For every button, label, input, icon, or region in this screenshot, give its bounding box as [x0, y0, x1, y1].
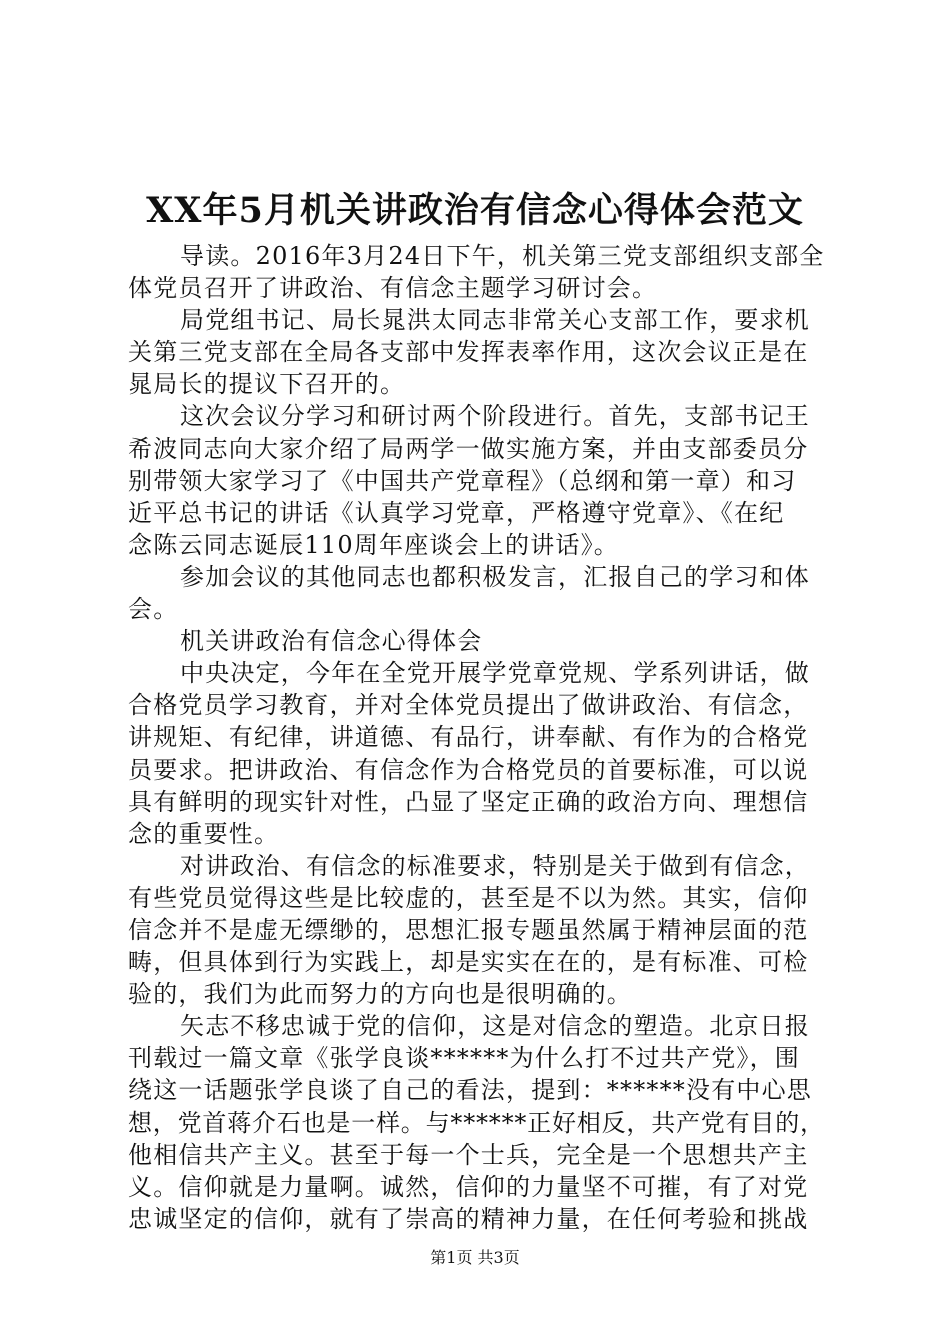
text-line: 讲规矩、有纪律，讲道德、有品行，讲奉献、有作为的合格党 — [128, 723, 809, 752]
text-line: 参加会议的其他同志也都积极发言，汇报自己的学习和体 — [180, 562, 810, 591]
text-line: 刊载过一篇文章《张学良谈******为什么打不过共产党》，围 — [128, 1044, 800, 1073]
document-body — [128, 240, 826, 1235]
text-line: 想，党首蒋介石也是一样。与******正好相反，共产党有目的， — [128, 1108, 825, 1137]
text-line: 关第三党支部在全局各支部中发挥表率作用，这次会议正是在 — [128, 338, 809, 367]
text-line: 合格党员学习教育，并对全体党员提出了做讲政治、有信念， — [128, 691, 809, 720]
text-line: 信念并不是虚无缥缈的，思想汇报专题虽然属于精神层面的范 — [128, 915, 809, 944]
text-line: 他相信共产主义。甚至于每一个士兵，完全是一个思想共产主 — [128, 1140, 809, 1169]
text-line: 畴，但具体到行为实践上，却是实实在在的，是有标准、可检 — [128, 948, 809, 977]
text-line: 晁局长的提议下召开的。 — [128, 370, 406, 399]
text-line: 具有鲜明的现实针对性，凸显了坚定正确的政治方向、理想信 — [128, 787, 809, 816]
text-line: 义。信仰就是力量啊。诚然，信仰的力量坚不可摧，有了对党 — [128, 1172, 809, 1201]
text-line: 矢志不移忠诚于党的信仰，这是对信念的塑造。北京日报 — [180, 1012, 810, 1041]
text-line: 对讲政治、有信念的标准要求，特别是关于做到有信念， — [180, 851, 810, 880]
text-line: 忠诚坚定的信仰，就有了崇高的精神力量，在任何考验和挑战 — [128, 1204, 809, 1233]
text-line: 有些党员觉得这些是比较虚的，甚至是不以为然。其实，信仰 — [128, 883, 809, 912]
text-line: 体党员召开了讲政治、有信念主题学习研讨会。 — [128, 274, 658, 303]
text-line: 机关讲政治有信念心得体会 — [180, 627, 483, 656]
document-title: XX年5月机关讲政治有信念心得体会范文 — [146, 190, 804, 231]
text-line: 中央决定，今年在全党开展学党章党规、学系列讲话，做 — [180, 659, 810, 688]
text-line: 这次会议分学习和研讨两个阶段进行。首先，支部书记王 — [180, 402, 810, 431]
text-line: 希波同志向大家介绍了局两学一做实施方案，并由支部委员分 — [128, 434, 809, 463]
page-footer: 第1页 共3页 — [430, 1248, 520, 1267]
text-line: 绕这一话题张学良谈了自己的看法，提到：******没有中心思 — [128, 1076, 812, 1105]
text-line: 验的，我们为此而努力的方向也是很明确的。 — [128, 980, 632, 1009]
text-line: 局党组书记、局长晁洪太同志非常关心支部工作，要求机 — [180, 306, 810, 335]
text-line: 导读。2016年3月24日下午，机关第三党支部组织支部全 — [180, 242, 825, 270]
text-line: 念的重要性。 — [128, 819, 280, 848]
text-line: 念陈云同志诞辰110周年座谈会上的讲话》。 — [128, 530, 620, 559]
text-line: 别带领大家学习了《中国共产党章程》（总纲和第一章）和习 — [128, 466, 797, 495]
text-line: 员要求。把讲政治、有信念作为合格党员的首要标准，可以说 — [128, 755, 809, 784]
text-line: 近平总书记的讲话《认真学习党章，严格遵守党章》、《在纪 — [128, 498, 785, 527]
text-line: 会。 — [128, 595, 179, 624]
